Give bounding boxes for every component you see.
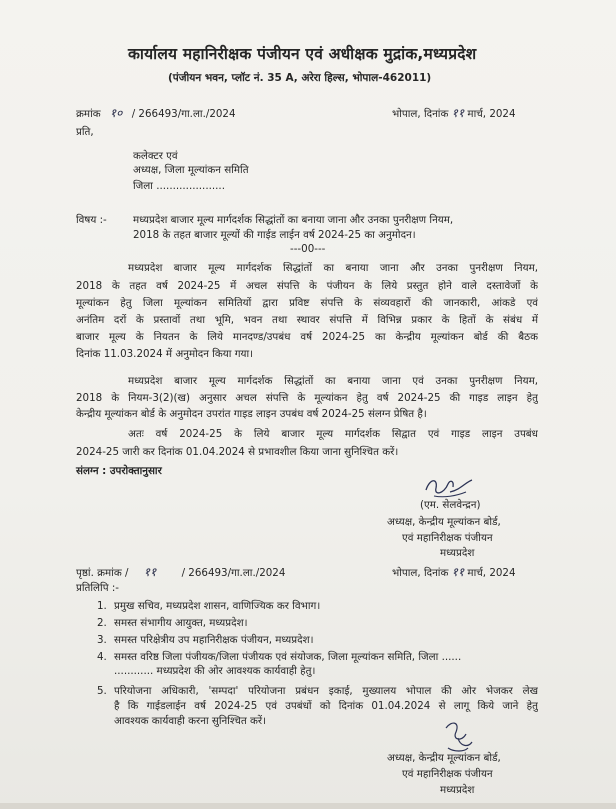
enclosure-note: संलग्न : उपरोक्तानुसार [76, 465, 162, 477]
para1-line2: 2018 के तहत वर्ष 2024-25 में अचल संपत्ति के पंजीयन के लिये प्रस्तुत होने वाले दस्तावेजों के [76, 280, 538, 292]
signatory-1-designation3: मध्यप्रदेश [440, 547, 475, 559]
recipient-prati: प्रति, [76, 126, 94, 138]
para1-line5: बाजार मूल्य के नियतन के लिये मानदण्ड/उपबंध वर्ष 2024-25 का केन्द्रीय मूल्यांकन बोर्ड की बैठक [76, 331, 538, 343]
copy-item-5-text-line2: है कि गाईडलाईन वर्ष 2024-25 एवं उपबंधों को दिनांक 01.04.2024 से लागू किये जाने हेतु [114, 700, 538, 712]
office-title: कार्यालय महानिरीक्षक पंजीयन एवं अधीक्षक मुद्रांक,मध्यप्रदेश [128, 45, 477, 63]
signatory-2-designation1: अध्यक्ष, केन्द्रीय मूल्यांकन बोर्ड, [387, 752, 501, 764]
signature-1-mark [420, 472, 480, 502]
endorsement-file-number: / 266493/गा.ला./2024 [181, 567, 286, 579]
endorsement-label: पृष्ठां. क्रमांक / [76, 567, 129, 579]
para2-line2: 2018 के नियम-3(2)(ख) अनुसार अचल संपत्ति के मूल्यांकन हेतु वर्ष 2024-25 की गाइड लाइन हेतु [76, 392, 538, 404]
endorsement-date-rest: मार्च, 2024 [467, 567, 516, 579]
date-month-year: मार्च, 2024 [467, 108, 516, 120]
endorsement-handwritten-number: ११ [143, 565, 157, 579]
endorsement-date-prefix: भोपाल, दिनांक [392, 567, 449, 579]
endorsement-date-line [392, 566, 516, 580]
signatory-2-designation3: मध्यप्रदेश [440, 784, 475, 796]
signatory-1-name: (एम. सेलवेन्द्रन) [420, 499, 481, 511]
subject-divider: ---00--- [290, 243, 326, 255]
copy-item-1-num: 1. [97, 600, 107, 612]
subject-label: विषय :- [76, 214, 107, 226]
copy-item-5-text-line1: परियोजना अधिकारी, 'सम्पदा' परियोजना प्रबंधन इकाई, मुख्यालय भोपाल की ओर भेजकर लेख [114, 685, 538, 697]
date-handwritten-day: ११ [451, 106, 465, 120]
copy-item-4-text-line2: ............ मध्यप्रदेश की ओर आवश्यक कार्यवाही हेतु। [114, 665, 316, 677]
copy-item-4-num: 4. [97, 651, 107, 663]
endorsement-number-line [76, 566, 285, 580]
para1-line4: अनंतिम दरों के प्रस्तावों तथा भूमि, भवन तथा स्थावर संपत्ति में विभिन्न प्रकार के हितों के संबंध में [76, 314, 538, 326]
signatory-1-designation1: अध्यक्ष, केन्द्रीय मूल्यांकन बोर्ड, [387, 516, 501, 528]
ref-label: क्रमांक [76, 108, 101, 120]
signatory-1-designation2: एवं महानिरीक्षक पंजीयन [402, 532, 493, 544]
copy-item-5-num: 5. [97, 685, 107, 697]
para3-line1: अतः वर्ष 2024-25 के लिये बाजार मूल्य मार्गदर्शक सिद्वात एवं गाइड लाइन उपबंध [128, 428, 538, 440]
copy-label: प्रतिलिपि :- [76, 582, 120, 594]
copy-item-4-text-line1: समस्त वरिष्ठ जिला पंजीयक/जिला पंजीयक एवं संयोजक, जिला मूल्यांकन समिति, जिला ...... [114, 651, 462, 663]
office-address: (पंजीयन भवन, प्लॉट नं. 35 A, अरेरा हिल्स, भोपाल-462011) [168, 72, 432, 84]
para3-line2: 2024-25 जारी कर दिनांक 01.04.2024 से प्रभावशील किया जाना सुनिश्चित करें। [76, 446, 399, 458]
copy-item-3-num: 3. [97, 634, 107, 646]
para1-line1: मध्यप्रदेश बाजार मूल्य मार्गदर्शक सिद्धांतों का बनाया जाना और उनका पुनरीक्षण नियम, [128, 262, 538, 274]
para1-line3: मूल्यांकन हेतु जिला मूल्यांकन समितियों द्वारा प्रविष्ट संपत्ति के संव्यवहारों की जानकारी, आंकडे एवं [76, 297, 538, 309]
subject-line2: 2018 के तहत बाजार मूल्यों की गाईड लाईन वर्ष 2024-25 का अनुमोदन। [133, 229, 416, 241]
signatory-2-designation2: एवं महानिरीक्षक पंजीयन [402, 768, 493, 780]
copy-item-1-text: प्रमुख सचिव, मध्यप्रदेश शासन, वाणिज्यिक कर विभाग। [114, 600, 321, 612]
ref-date-line [392, 107, 516, 121]
endorsement-handwritten-day: ११ [451, 565, 465, 579]
copy-item-5-text-line3: आवश्यक कार्यवाही करना सुनिश्चित करें। [114, 715, 266, 727]
copy-item-2-num: 2. [97, 617, 107, 629]
para2-line1: मध्यप्रदेश बाजार मूल्य मार्गदर्शक सिद्धांतों का बनाया जाना एवं उनका पुनरीक्षण नियम, [128, 375, 538, 387]
copy-item-3-text: समस्त परिक्षेत्रीय उप महानिरीक्षक पंजीयन, मध्यप्रदेश। [114, 634, 314, 646]
recipient-line3: जिला ..................... [133, 180, 225, 192]
para2-line3: केन्द्रीय मूल्यांकन बोर्ड के अनुमोदन उपरांत गाइड लाइन उपबंध वर्ष 2024-25 संलग्न प्रेषित है। [76, 408, 427, 420]
recipient-line1: कलेक्टर एवं [133, 150, 178, 162]
para1-line6: दिनांक 11.03.2024 में अनुमोदन किया गया। [76, 348, 254, 360]
page-bottom-edge [0, 803, 616, 809]
ref-handwritten-number: १० [109, 106, 123, 120]
date-prefix: भोपाल, दिनांक [392, 108, 449, 120]
subject-line1: मध्यप्रदेश बाजार मूल्य मार्गदर्शक सिद्धांतों का बनाया जाना और उनका पुनरीक्षण नियम, [133, 214, 454, 226]
signature-2-mark [438, 718, 478, 754]
recipient-line2: अध्यक्ष, जिला मूल्यांकन समिति [133, 164, 249, 176]
ref-number-line [76, 107, 236, 121]
copy-item-2-text: समस्त संभागीय आयुक्त, मध्यप्रदेश। [114, 617, 248, 629]
ref-file-number: / 266493/गा.ला./2024 [131, 108, 236, 120]
